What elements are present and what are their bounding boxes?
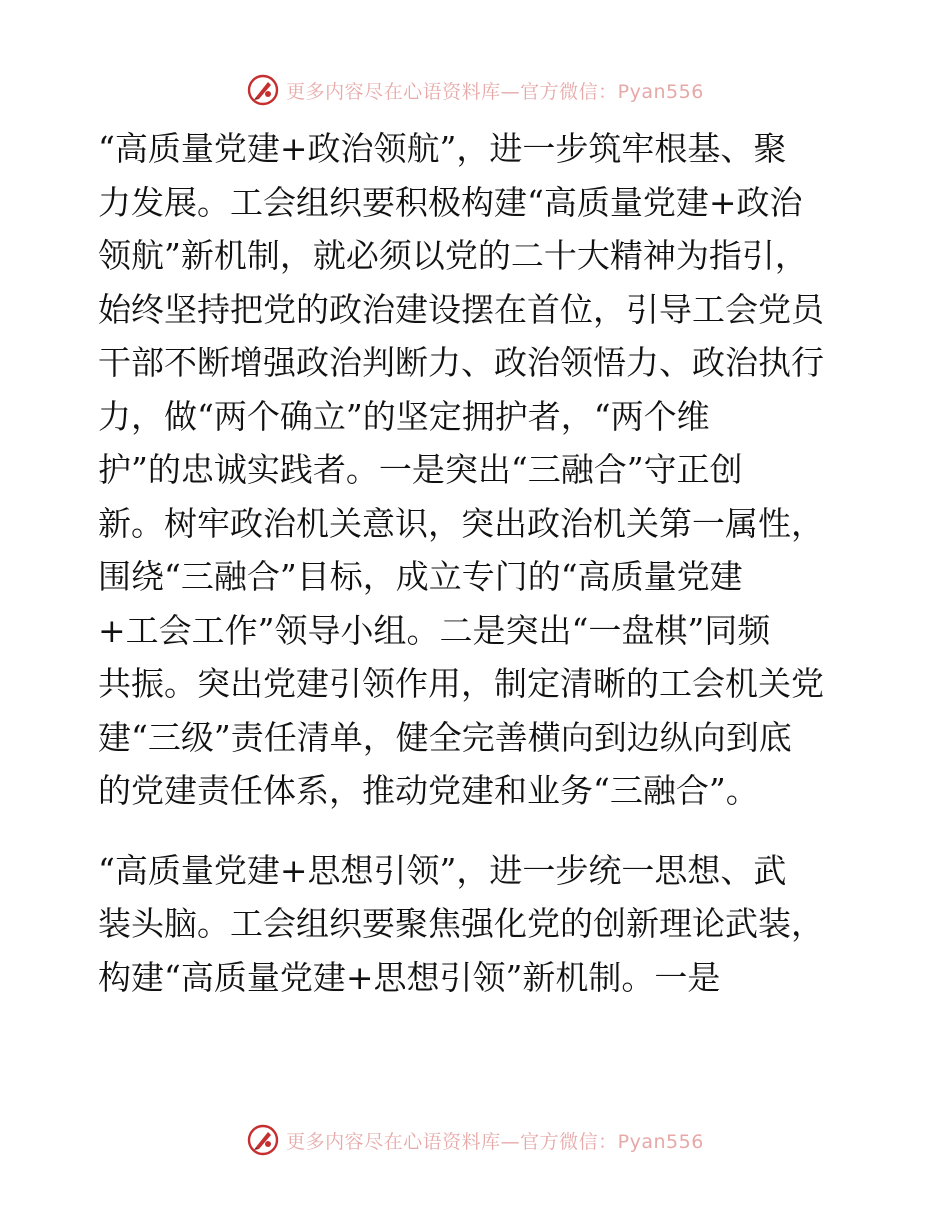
text-line: 的党建责任体系，推动党建和业务“三融合”。 <box>98 771 759 810</box>
text-line: “高质量党建+思想引领”，进一步统一思想、武 <box>98 850 787 890</box>
pen-logo-icon <box>246 73 280 107</box>
text-line: 建“三级”责任清单，健全完善横向到边纵向到底 <box>98 717 792 757</box>
header-watermark <box>0 70 950 110</box>
text-line: 共振。突出党建引领作用，制定清晰的工会机关党 <box>98 664 824 703</box>
text-line: 领航”新机制，就必须以党的二十大精神为指引， <box>98 236 808 275</box>
pen-logo-icon <box>246 1123 280 1157</box>
text-line: “高质量党建+政治领航”，进一步筑牢根基、聚 <box>98 129 787 168</box>
footer-watermark <box>0 1120 950 1160</box>
text-line: 力发展。工会组织要积极构建“高质量党建+政治 <box>98 182 803 222</box>
document-body <box>98 122 850 1004</box>
text-line: 干部不断增强政治判断力、政治领悟力、政治执行 <box>98 343 824 382</box>
text-line: 围绕“三融合”目标，成立专门的“高质量党建 <box>98 557 743 596</box>
text-line: 力，做“两个确立”的坚定拥护者，“两个维 <box>98 396 710 436</box>
text-line: 构建“高质量党建+思想引领”新机制。一是 <box>98 957 721 997</box>
text-line: 护”的忠诚实践者。一是突出“三融合”守正创 <box>98 450 743 489</box>
paragraph-2 <box>98 844 850 1005</box>
paragraph-1 <box>98 122 850 818</box>
watermark-text: 更多内容尽在心语资料库—官方微信：Pyan556 <box>286 80 704 103</box>
text-line: 装头脑。工会组织要聚焦强化党的创新理论武装， <box>98 904 824 943</box>
watermark-text: 更多内容尽在心语资料库—官方微信：Pyan556 <box>286 1130 704 1153</box>
text-line: 始终坚持把党的政治建设摆在首位，引导工会党员 <box>98 289 824 329</box>
text-line: 新。树牢政治机关意识，突出政治机关第一属性， <box>98 503 824 543</box>
text-line: +工会工作”领导小组。二是突出“一盘棋”同频 <box>98 610 771 650</box>
